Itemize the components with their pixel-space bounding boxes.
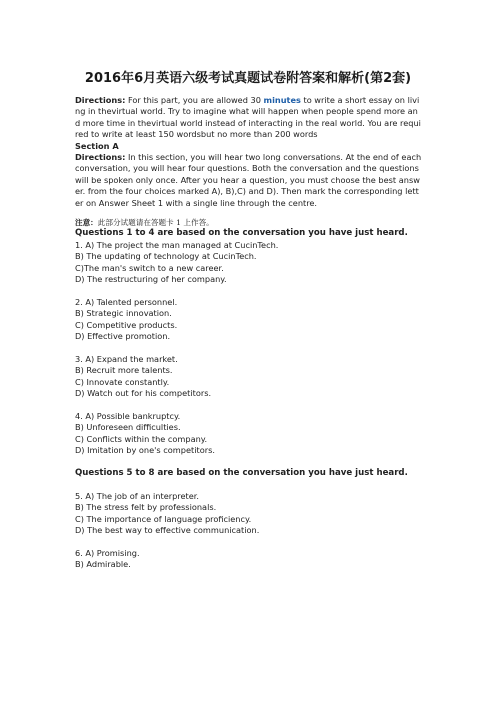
question-option-first: 5. A) The job of an interpreter. [75, 490, 199, 501]
question-block [75, 548, 423, 571]
question-block [75, 354, 423, 400]
spacer [75, 286, 423, 297]
document-title: 2016年6月英语六级考试真题试卷附答案和解析(第2套) [84, 71, 412, 86]
note-label: 注意： [75, 218, 98, 228]
question-option: D) The restructuring of her company. [75, 274, 227, 285]
question-option: D) Imitation by one's competitors. [75, 445, 215, 456]
note [75, 217, 423, 228]
question-option: B) Admirable. [75, 559, 131, 570]
question-option: D) Effective promotion. [75, 331, 171, 342]
spacer [75, 479, 423, 490]
spacer [75, 400, 423, 411]
spacer [75, 536, 423, 547]
question-group-heading: Questions 1 to 4 are based on the conversation you have just heard. [75, 228, 408, 239]
question-block [75, 411, 423, 457]
writing-directions [75, 95, 423, 141]
question-option: B) The stress felt by professionals. [75, 502, 217, 513]
directions-label: Directions: [75, 95, 126, 105]
question-block [75, 491, 423, 537]
question-option: C) Conflicts within the company. [75, 433, 208, 444]
question-option: C) Competitive products. [75, 319, 178, 330]
question-block [75, 240, 423, 286]
question-option: C) The importance of language proficiency. [75, 513, 252, 524]
question-option: B) Strategic innovation. [75, 308, 172, 319]
question-option-first: 1. A) The project the man managed at CucinTech. [75, 239, 279, 250]
question-option-first: 4. A) Possible bankruptcy. [75, 410, 181, 421]
question-group-1 [75, 240, 423, 468]
question-group-heading: Questions 5 to 8 are based on the conversation you have just heard. [75, 467, 408, 478]
question-option: B) The updating of technology at CucinTech. [75, 251, 257, 262]
question-option: D) Watch out for his competitors. [75, 388, 212, 399]
note-text: 此部分试题请在答题卡 1 上作答。 [97, 218, 214, 228]
question-option: C)The man's switch to a new career. [75, 262, 224, 273]
question-option: C) Innovate constantly. [75, 376, 170, 387]
section-heading: Section A [75, 140, 119, 151]
spacer [75, 457, 423, 468]
question-block [75, 297, 423, 343]
question-option: B) Recruit more talents. [75, 365, 173, 376]
document-body [75, 95, 423, 571]
question-option-first: 6. A) Promising. [75, 547, 140, 558]
listening-directions [75, 152, 423, 209]
highlighted-minutes-link[interactable]: minutes [263, 95, 301, 105]
question-option: D) The best way to effective communication. [75, 524, 260, 535]
directions-text: In this section, you will hear two long conversations. At the end of each conversation, you will hear four questions. Both the conversation and the questions will be spoken only once. After you hear a question, you must choose the best answer. from the four choices marked A), B),C) and D). Then mark the corresponding letter on Answer Sheet 1 with a single line through the centre. [75, 152, 422, 208]
directions-label: Directions: [75, 152, 126, 163]
spacer [75, 343, 423, 354]
question-option-first: 2. A) Talented personnel. [75, 296, 178, 307]
question-group-2 [75, 491, 423, 571]
question-option: B) Unforeseen difficulties. [75, 422, 181, 433]
directions-text: to write a short essay on living in thevirtual world. Try to imagine what will happen when people spend more and more time in thevirtual world instead of interacting in the real world. You are required to write at least 150 wordsbut no more than 200 words [75, 95, 421, 140]
question-option-first: 3. A) Expand the market. [75, 353, 178, 364]
directions-text: For this part, you are allowed 30 [125, 95, 264, 105]
